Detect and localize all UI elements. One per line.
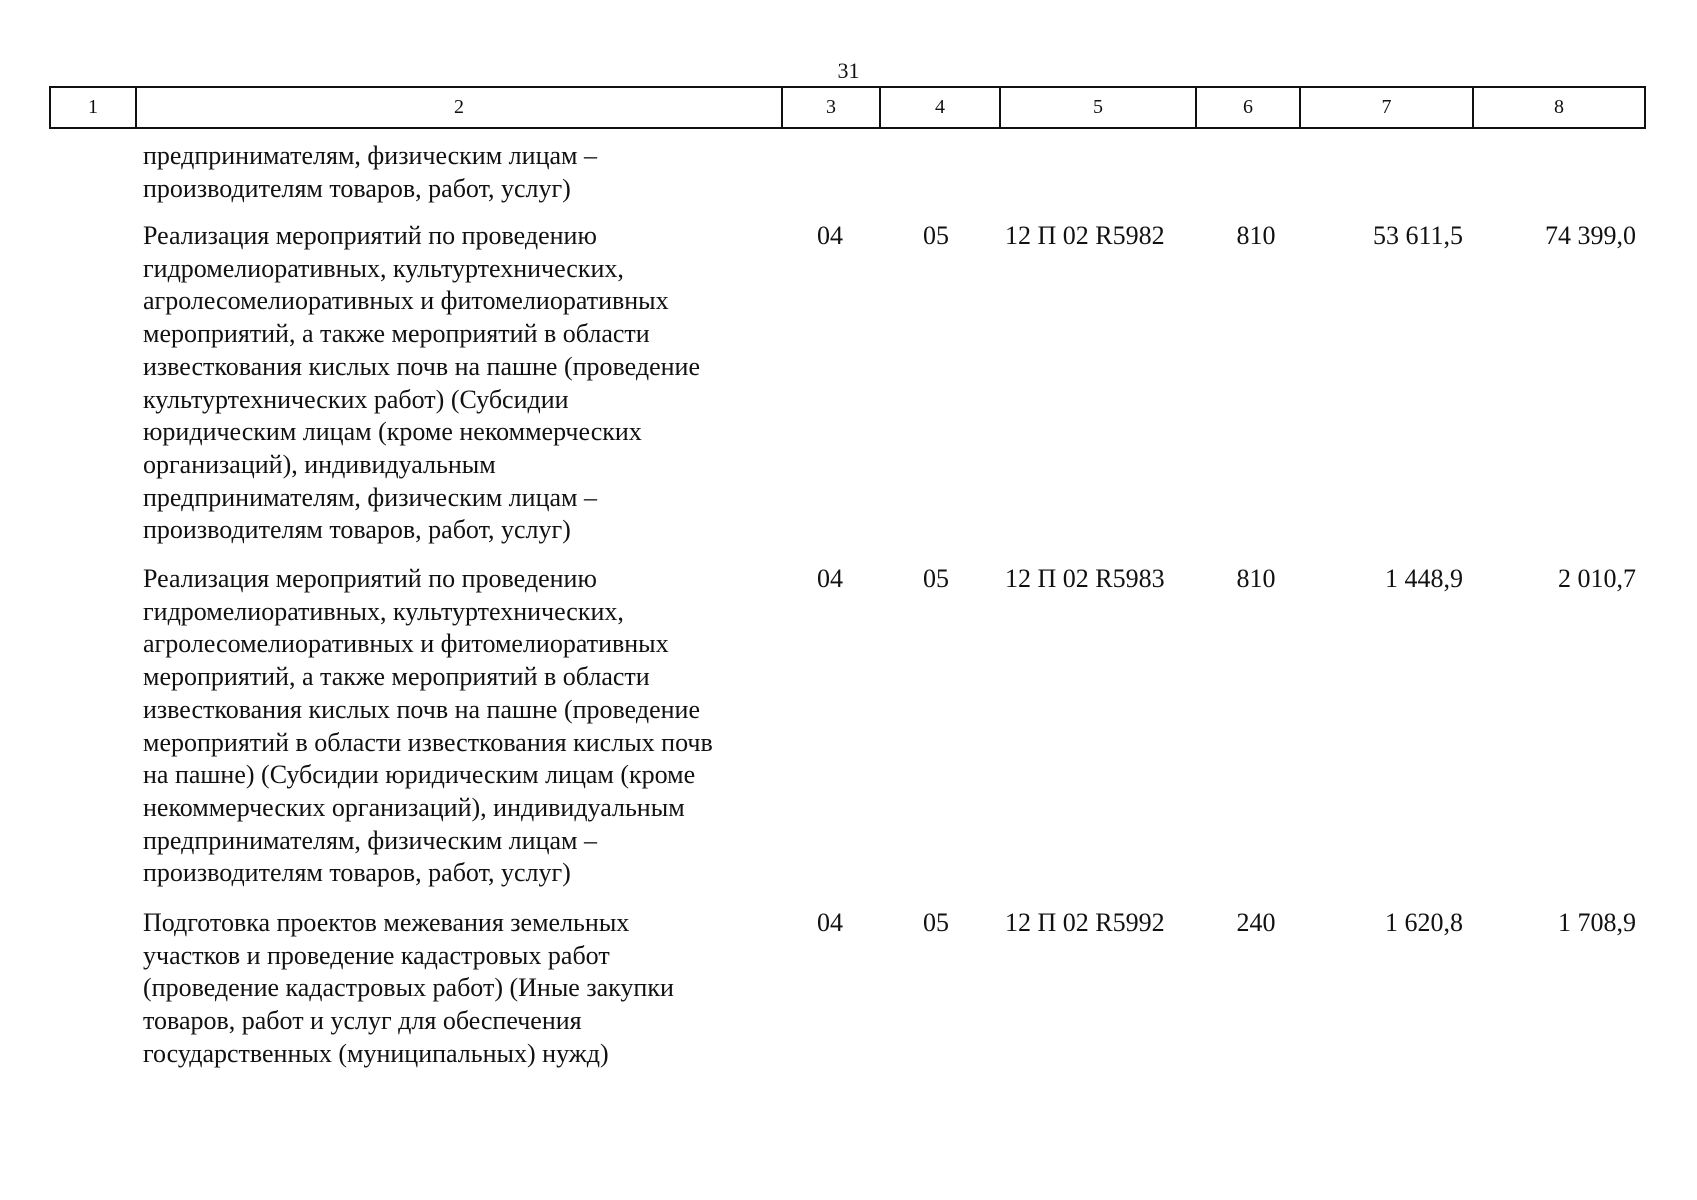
- description-line: производителям товаров, работ, услуг): [143, 173, 571, 203]
- description-line: мероприятий, а также мероприятий в области: [143, 319, 650, 349]
- description-line: известкования кислых почв на пашне (проведение: [143, 694, 701, 724]
- description-line: предпринимателям, физическим лицам –: [143, 482, 597, 512]
- description-line: Реализация мероприятий по проведению: [143, 221, 597, 250]
- description-line: мероприятий, а также мероприятий в области: [143, 662, 650, 692]
- description-line: организаций), индивидуальным: [143, 449, 496, 479]
- subsection-code: 05: [923, 908, 949, 937]
- section-code: 04: [817, 908, 843, 937]
- description-line: Подготовка проектов межевания земельных: [143, 908, 630, 937]
- target-article-code: 12 П 02 R5992: [1005, 908, 1165, 937]
- description-line: (проведение кадастровых работ) (Иные закупки: [143, 973, 674, 1003]
- description-line: некоммерческих организаций), индивидуальным: [143, 792, 685, 822]
- amount-col-8: 2 010,7: [1558, 564, 1636, 593]
- description-line: культуртехнических работ) (Субсидии: [143, 384, 569, 414]
- description-line: юридическим лицам (кроме некоммерческих: [143, 417, 642, 447]
- section-code: 04: [817, 564, 843, 593]
- expense-type-code: 240: [1236, 908, 1276, 937]
- header-col-2: 2: [136, 87, 782, 128]
- page-number: 31: [837, 58, 860, 83]
- expense-type-code: 810: [1236, 564, 1276, 593]
- description-line: производителям товаров, работ, услуг): [143, 515, 571, 545]
- description-line: известкования кислых почв на пашне (проведение: [143, 351, 701, 381]
- description-line: на пашне) (Субсидии юридическим лицам (кроме: [143, 760, 696, 790]
- description-line: Реализация мероприятий по проведению: [143, 564, 597, 593]
- column-number-header: [49, 86, 1646, 129]
- amount-col-7: 53 611,5: [1372, 221, 1463, 250]
- header-col-3: 3: [782, 87, 880, 128]
- description-line: предпринимателям, физическим лицам –: [143, 141, 597, 170]
- row-description: [143, 140, 783, 205]
- header-col-7: 7: [1300, 87, 1473, 128]
- row-description: [143, 907, 783, 1071]
- amount-col-8: 74 399,0: [1545, 221, 1636, 250]
- description-line: мероприятий в области известкования кислых почв: [143, 727, 713, 757]
- header-col-5: 5: [1000, 87, 1196, 128]
- description-line: товаров, работ и услуг для обеспечения: [143, 1006, 582, 1036]
- amount-col-7: 1 448,9: [1385, 564, 1463, 593]
- description-line: предпринимателям, физическим лицам –: [143, 825, 597, 855]
- section-code: 04: [817, 221, 843, 250]
- header-col-1: 1: [50, 87, 136, 128]
- description-line: производителям товаров, работ, услуг): [143, 858, 571, 888]
- description-line: гидромелиоративных, культуртехнических,: [143, 253, 624, 283]
- amount-col-8: 1 708,9: [1558, 908, 1636, 937]
- header-col-4: 4: [880, 87, 1000, 128]
- description-line: агролесомелиоративных и фитомелиоративных: [143, 629, 669, 659]
- row-description: [143, 220, 783, 547]
- description-line: гидромелиоративных, культуртехнических,: [143, 596, 624, 626]
- header-col-6: 6: [1196, 87, 1300, 128]
- header-col-8: 8: [1473, 87, 1645, 128]
- subsection-code: 05: [923, 564, 949, 593]
- description-line: участков и проведение кадастровых работ: [143, 940, 610, 970]
- amount-col-7: 1 620,8: [1385, 908, 1463, 937]
- target-article-code: 12 П 02 R5983: [1005, 564, 1165, 593]
- row-description: [143, 563, 783, 890]
- description-line: агролесомелиоративных и фитомелиоративных: [143, 286, 669, 316]
- subsection-code: 05: [923, 221, 949, 250]
- target-article-code: 12 П 02 R5982: [1005, 221, 1165, 250]
- expense-type-code: 810: [1236, 221, 1276, 250]
- description-line: государственных (муниципальных) нужд): [143, 1038, 609, 1068]
